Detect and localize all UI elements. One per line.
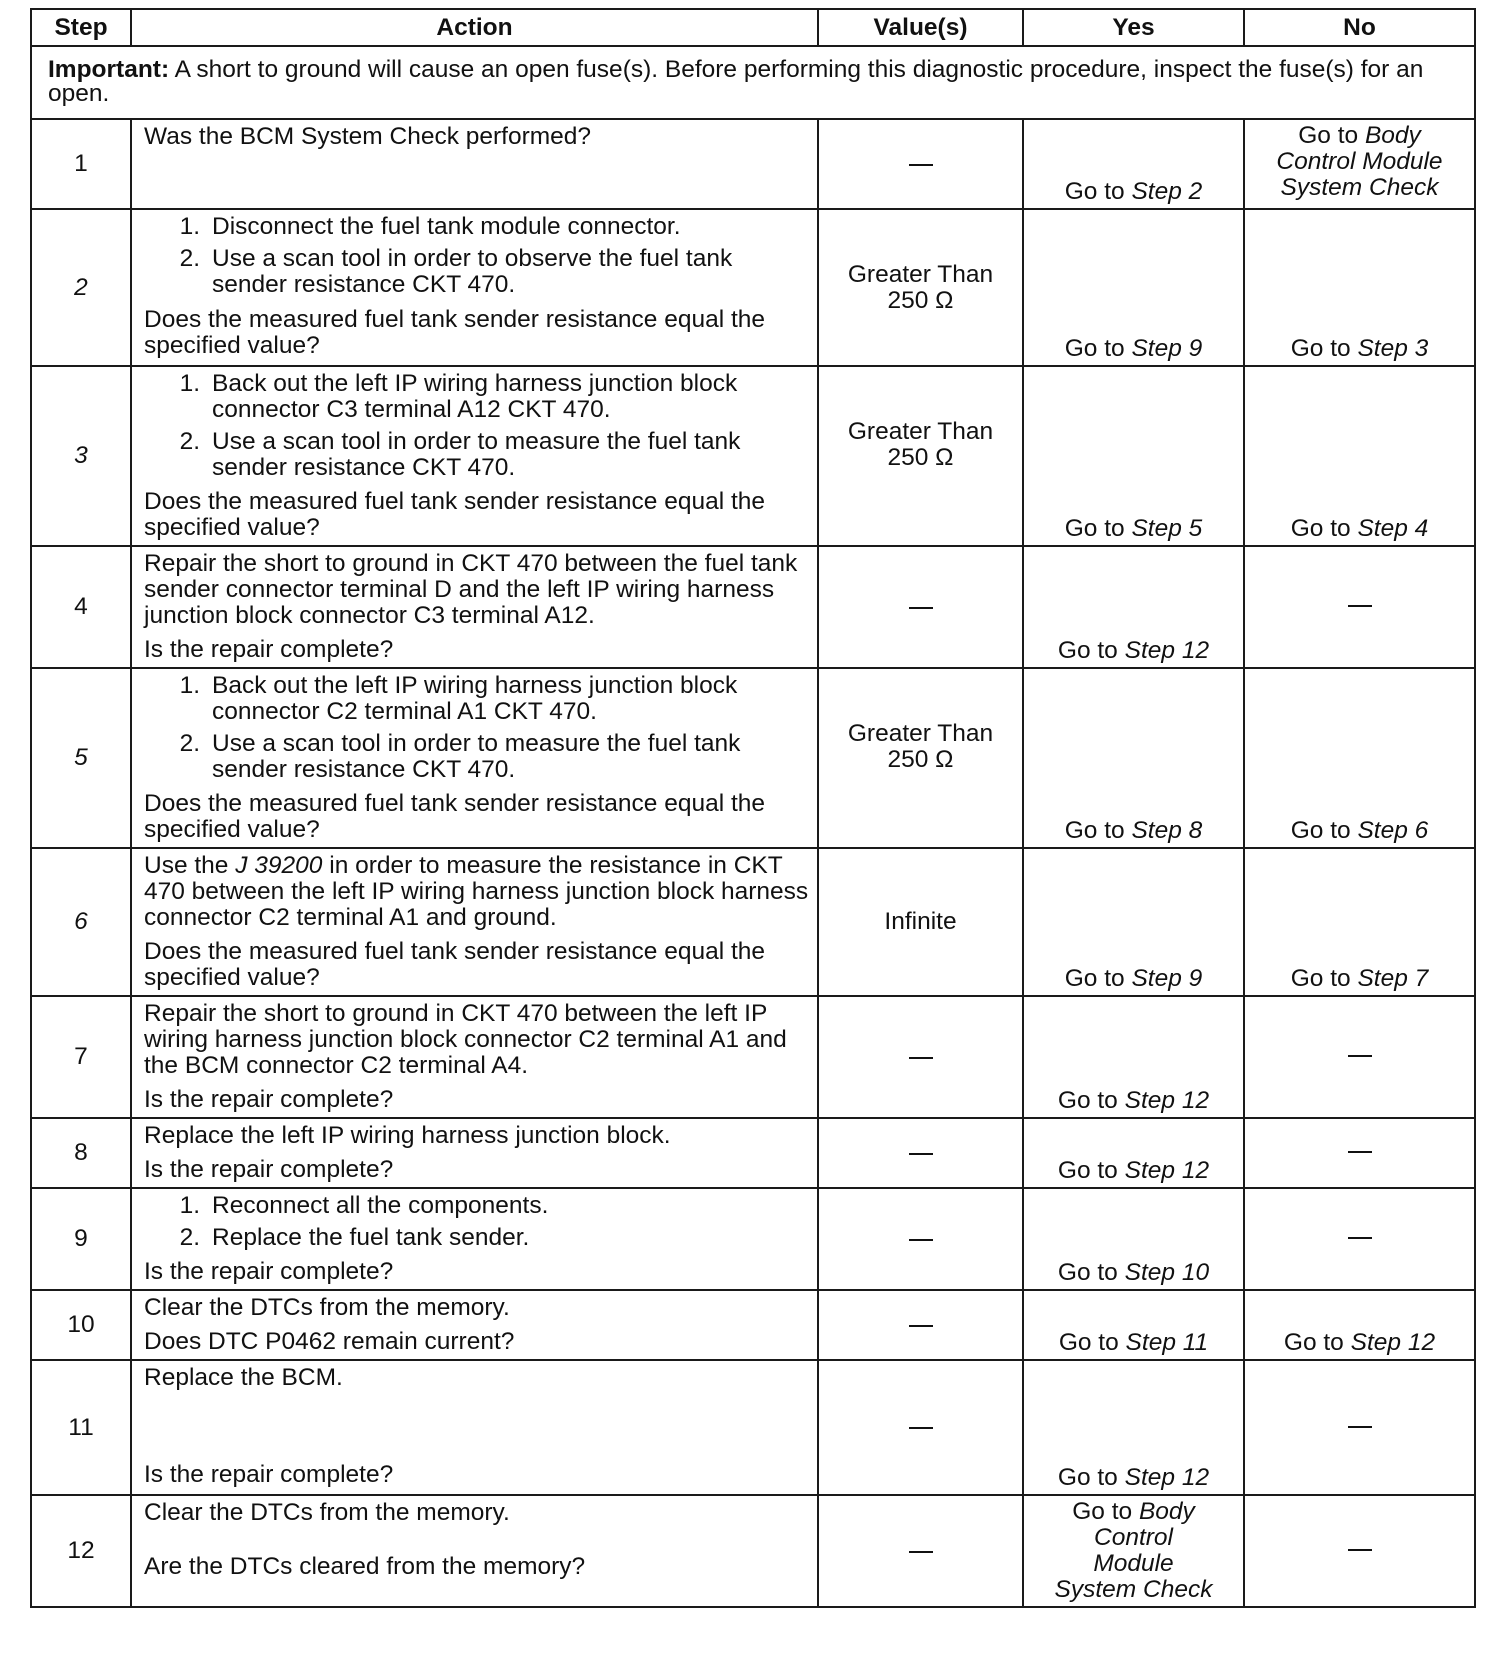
important-note [31, 46, 1475, 119]
go-to-link[interactable] [1024, 966, 1243, 992]
value-cell [818, 1188, 1023, 1290]
yes-cell [1023, 366, 1244, 546]
yes-cell [1023, 1495, 1244, 1607]
dash-mark [1348, 1549, 1372, 1551]
go-to-target: Step 10 [1124, 1259, 1210, 1286]
go-to-label: Go to [1057, 637, 1125, 664]
action-cell [131, 209, 818, 366]
table-row [31, 366, 1475, 546]
action-cell [131, 1290, 818, 1360]
yes-cell [1023, 1360, 1244, 1495]
yes-cell [1023, 848, 1244, 996]
no-cell [1244, 1360, 1475, 1495]
action-content [144, 1363, 809, 1488]
action-question: Does the measured fuel tank sender resistance equal the specified value? [144, 790, 766, 843]
yes-cell [1023, 996, 1244, 1118]
go-to-label: Go to [1298, 122, 1365, 149]
step-number: 9 [31, 1188, 131, 1290]
go-to-target: Step 12 [1124, 637, 1210, 664]
action-content [144, 851, 809, 991]
yes-cell [1023, 1188, 1244, 1290]
go-to-link[interactable] [1024, 1499, 1243, 1603]
value-text: Greater Than 250 Ω [847, 418, 994, 471]
header-row [31, 9, 1475, 46]
dash-mark [909, 1239, 933, 1241]
action-cell [131, 1188, 818, 1290]
action-question: Does the measured fuel tank sender resistance equal the specified value? [144, 306, 766, 359]
go-to-target: Step 8 [1131, 817, 1203, 844]
table-row [31, 1495, 1475, 1607]
no-cell [1244, 1188, 1475, 1290]
action-steps [144, 212, 809, 304]
action-question: Does DTC P0462 remain current? [144, 1328, 515, 1355]
header-action: Action [131, 9, 818, 46]
value-cell [818, 366, 1023, 546]
go-to-target: Step 2 [1131, 178, 1203, 205]
action-question: Are the DTCs cleared from the memory? [144, 1553, 586, 1580]
list-number: 2. [179, 245, 200, 272]
action-content [144, 549, 809, 663]
go-to-label: Go to [1072, 1498, 1139, 1525]
table-row [31, 209, 1475, 366]
list-text: Replace the fuel tank sender. [212, 1224, 530, 1251]
go-to-link[interactable] [1024, 1158, 1243, 1184]
yes-cell [1023, 1118, 1244, 1188]
no-cell [1244, 668, 1475, 848]
diagnostic-table-container [30, 8, 1476, 1608]
action-cell [131, 1360, 818, 1495]
go-to-target: Step 12 [1124, 1464, 1210, 1491]
action-content [144, 1191, 809, 1285]
list-text: Reconnect all the components. [212, 1192, 549, 1219]
go-to-label: Go to [1064, 515, 1132, 542]
go-to-target: Step 11 [1125, 1329, 1209, 1356]
list-number: 1. [179, 370, 200, 397]
action-list-item [144, 673, 809, 725]
go-to-label: Go to [1064, 335, 1132, 362]
list-number: 1. [179, 1192, 200, 1219]
action-text: Clear the DTCs from the memory. [144, 1499, 510, 1526]
go-to-label: Go to [1283, 1329, 1351, 1356]
go-to-link[interactable] [1245, 1330, 1474, 1356]
no-cell [1244, 996, 1475, 1118]
table-row [31, 1290, 1475, 1360]
table-row [31, 668, 1475, 848]
action-steps [144, 549, 809, 635]
go-to-label: Go to [1057, 1464, 1125, 1491]
go-to-label: Go to [1057, 1259, 1125, 1286]
value-cell [818, 209, 1023, 366]
value-cell [818, 1495, 1023, 1607]
dash-mark [1348, 1151, 1372, 1153]
list-text: Use a scan tool in order to observe the fuel tank sender resistance CKT 470. [212, 245, 733, 298]
go-to-link[interactable] [1024, 818, 1243, 844]
go-to-label: Go to [1290, 515, 1358, 542]
step-number: 7 [31, 996, 131, 1118]
action-cell [131, 668, 818, 848]
go-to-target: Body Control Module System Check [1276, 122, 1443, 201]
important-text: A short to ground will cause an open fuse(s). Before performing this diagnostic procedure, inspect the fuse(s) for an open. [48, 55, 1424, 107]
action-steps [144, 1498, 809, 1532]
action-steps [144, 1121, 809, 1155]
action-question: Does the measured fuel tank sender resistance equal the specified value? [144, 938, 766, 991]
go-to-link[interactable] [1024, 1465, 1243, 1491]
action-list-item [144, 731, 809, 783]
value-cell [818, 1360, 1023, 1495]
action-question: Is the repair complete? [144, 1258, 394, 1285]
step-number: 6 [31, 848, 131, 996]
header-yes: Yes [1023, 9, 1244, 46]
step-number: 8 [31, 1118, 131, 1188]
go-to-label: Go to [1064, 178, 1132, 205]
action-question: Does the measured fuel tank sender resistance equal the specified value? [144, 488, 766, 541]
action-list-item [144, 371, 809, 423]
action-text: Use the J 39200 in order to measure the resistance in CKT 470 between the left IP wiring harness junction block harness connector C2 terminal A1 and ground. [144, 852, 809, 931]
go-to-target: Step 3 [1357, 335, 1429, 362]
list-number: 2. [179, 428, 200, 455]
action-steps [144, 851, 809, 937]
value-text: Greater Than 250 Ω [847, 261, 994, 314]
action-question: Is the repair complete? [144, 636, 394, 663]
go-to-label: Go to [1057, 1087, 1125, 1114]
go-to-label: Go to [1058, 1329, 1126, 1356]
value-text: Greater Than 250 Ω [847, 720, 994, 773]
action-text: Replace the left IP wiring harness junction block. [144, 1122, 671, 1149]
action-steps [144, 671, 809, 789]
action-cell [131, 546, 818, 668]
go-to-link[interactable] [1245, 123, 1474, 201]
action-content [144, 1293, 809, 1355]
value-cell [818, 1118, 1023, 1188]
step-number: 12 [31, 1495, 131, 1607]
yes-cell [1023, 668, 1244, 848]
step-number: 11 [31, 1360, 131, 1495]
table-row [31, 1118, 1475, 1188]
list-text: Back out the left IP wiring harness junction block connector C2 terminal A1 CKT 470. [212, 672, 738, 725]
go-to-link[interactable] [1245, 336, 1474, 362]
no-cell [1244, 848, 1475, 996]
dash-mark [1348, 1237, 1372, 1239]
no-cell [1244, 1495, 1475, 1607]
go-to-label: Go to [1064, 817, 1132, 844]
action-list-item [144, 1225, 809, 1251]
go-to-label: Go to [1057, 1157, 1125, 1184]
go-to-target: Step 5 [1131, 515, 1203, 542]
go-to-link[interactable] [1245, 818, 1474, 844]
action-cell [131, 1495, 818, 1607]
value-cell: Infinite [818, 848, 1023, 996]
go-to-target: Step 7 [1357, 965, 1429, 992]
header-no: No [1244, 9, 1475, 46]
value-cell [818, 1290, 1023, 1360]
action-question: Is the repair complete? [144, 1156, 394, 1183]
action-content [144, 122, 809, 202]
dash-mark [909, 164, 933, 166]
table-row [31, 1360, 1475, 1495]
go-to-label: Go to [1290, 335, 1358, 362]
action-text: Was the BCM System Check performed? [144, 123, 592, 150]
go-to-link[interactable] [1245, 966, 1474, 992]
yes-cell [1023, 119, 1244, 209]
list-number: 1. [179, 672, 200, 699]
go-to-label: Go to [1064, 965, 1132, 992]
table-row [31, 848, 1475, 996]
action-steps [144, 122, 809, 156]
action-question: Is the repair complete? [144, 1461, 394, 1488]
go-to-target: Step 9 [1131, 965, 1203, 992]
action-content [144, 369, 809, 541]
no-cell [1244, 546, 1475, 668]
step-number: 4 [31, 546, 131, 668]
go-to-link[interactable] [1024, 516, 1243, 542]
go-to-target: Step 9 [1131, 335, 1203, 362]
table-row [31, 546, 1475, 668]
no-cell [1244, 119, 1475, 209]
go-to-link[interactable] [1024, 638, 1243, 664]
action-steps [144, 999, 809, 1085]
list-number: 2. [179, 730, 200, 757]
go-to-link[interactable] [1024, 1088, 1243, 1114]
list-text: Disconnect the fuel tank module connector. [212, 213, 681, 240]
action-content [144, 212, 809, 359]
value-cell [818, 119, 1023, 209]
action-cell [131, 366, 818, 546]
list-text: Use a scan tool in order to measure the fuel tank sender resistance CKT 470. [212, 730, 741, 783]
action-question: Is the repair complete? [144, 1086, 394, 1113]
value-cell [818, 996, 1023, 1118]
action-cell [131, 996, 818, 1118]
go-to-link[interactable] [1024, 336, 1243, 362]
tool-reference: J 39200 [235, 852, 323, 879]
list-text: Back out the left IP wiring harness junction block connector C3 terminal A12 CKT 470. [212, 370, 738, 423]
dash-mark [1348, 1426, 1372, 1428]
step-number: 5 [31, 668, 131, 848]
list-text: Use a scan tool in order to measure the fuel tank sender resistance CKT 470. [212, 428, 741, 481]
step-number: 2 [31, 209, 131, 366]
dash-mark [909, 1551, 933, 1553]
go-to-label: Go to [1290, 817, 1358, 844]
go-to-link[interactable] [1024, 1260, 1243, 1286]
action-content [144, 1498, 809, 1580]
action-list-item [144, 214, 809, 240]
action-steps [144, 369, 809, 487]
action-cell [131, 1118, 818, 1188]
action-steps [144, 1363, 809, 1397]
action-text: Replace the BCM. [144, 1364, 343, 1391]
go-to-target: Step 12 [1350, 1329, 1436, 1356]
go-to-link[interactable] [1024, 1330, 1243, 1356]
action-text: Repair the short to ground in CKT 470 between the fuel tank sender connector terminal D and the left IP wiring harness junction block connector C3 terminal A12. [144, 550, 798, 629]
dash-mark [909, 1153, 933, 1155]
important-row [31, 46, 1475, 119]
header-step: Step [31, 9, 131, 46]
action-text: Repair the short to ground in CKT 470 between the left IP wiring harness junction block connector C2 terminal A1 and the BCM connector C2 terminal A4. [144, 1000, 787, 1079]
go-to-target: Step 12 [1124, 1087, 1210, 1114]
dash-mark [1348, 1055, 1372, 1057]
action-list-item [144, 429, 809, 481]
no-cell [1244, 1290, 1475, 1360]
list-number: 1. [179, 213, 200, 240]
diagnostic-table [30, 8, 1476, 1608]
action-text: Clear the DTCs from the memory. [144, 1294, 510, 1321]
step-number: 10 [31, 1290, 131, 1360]
action-content [144, 1121, 809, 1183]
go-to-target: Step 6 [1357, 817, 1429, 844]
yes-cell [1023, 1290, 1244, 1360]
table-row [31, 119, 1475, 209]
header-values: Value(s) [818, 9, 1023, 46]
no-cell [1244, 1118, 1475, 1188]
go-to-target: Body Control Module System Check [1054, 1498, 1213, 1603]
go-to-link[interactable] [1024, 179, 1243, 205]
dash-mark [1348, 605, 1372, 607]
action-cell [131, 848, 818, 996]
action-content [144, 671, 809, 843]
dash-mark [909, 1325, 933, 1327]
action-list-item [144, 246, 809, 298]
table-row [31, 1188, 1475, 1290]
go-to-link[interactable] [1245, 516, 1474, 542]
no-cell [1244, 366, 1475, 546]
table-row [31, 996, 1475, 1118]
step-number: 1 [31, 119, 131, 209]
action-steps [144, 1293, 809, 1327]
dash-mark [909, 607, 933, 609]
yes-cell [1023, 209, 1244, 366]
go-to-label: Go to [1290, 965, 1358, 992]
go-to-target: Step 12 [1124, 1157, 1210, 1184]
go-to-target: Step 4 [1357, 515, 1429, 542]
dash-mark [909, 1427, 933, 1429]
step-number: 3 [31, 366, 131, 546]
dash-mark [909, 1057, 933, 1059]
yes-cell [1023, 546, 1244, 668]
action-cell [131, 119, 818, 209]
action-steps [144, 1191, 809, 1257]
value-cell [818, 546, 1023, 668]
value-cell [818, 668, 1023, 848]
action-content [144, 999, 809, 1113]
important-label: Important: [48, 55, 170, 83]
no-cell [1244, 209, 1475, 366]
list-number: 2. [179, 1224, 200, 1251]
action-list-item [144, 1193, 809, 1219]
